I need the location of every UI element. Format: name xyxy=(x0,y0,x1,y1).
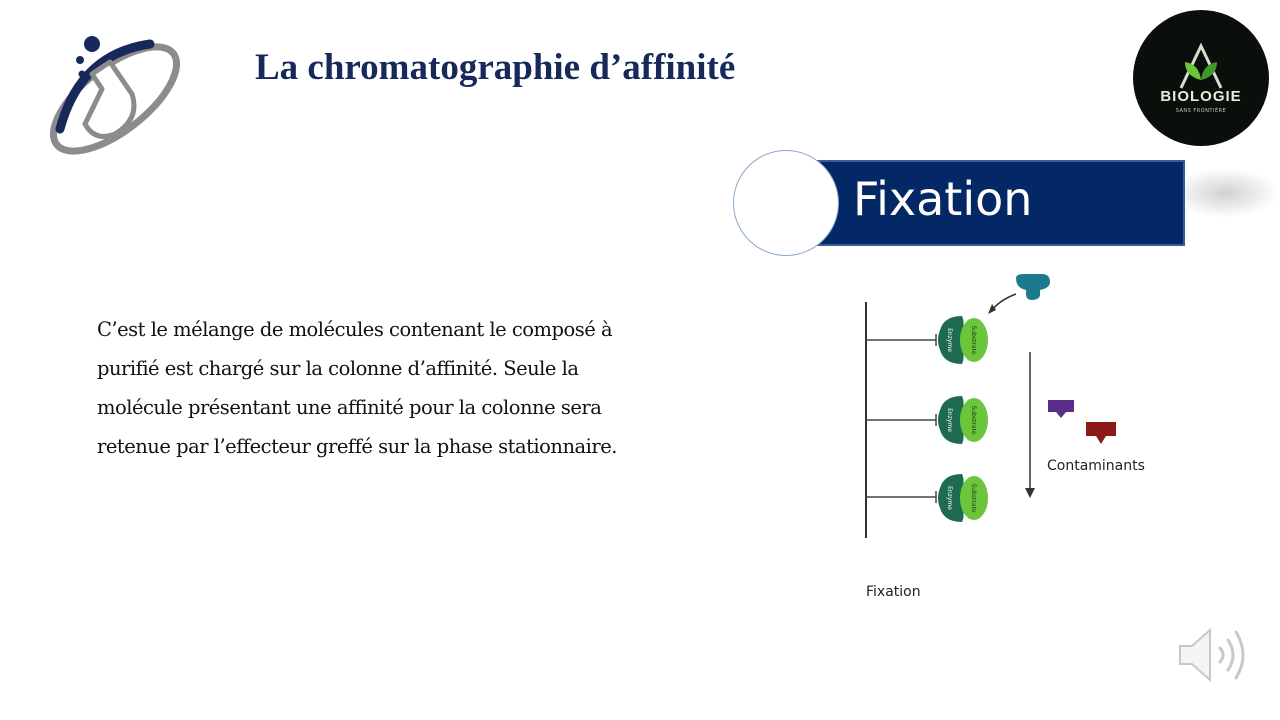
lab-flask-logo-icon xyxy=(40,34,190,164)
fixation-diagram xyxy=(840,260,1140,560)
leaf-a-icon xyxy=(1173,40,1229,92)
paragraph-line: molécule présentant une affinité pour la colonne sera xyxy=(97,396,602,419)
banner-circle xyxy=(733,150,839,256)
red-contaminant-icon xyxy=(1086,422,1116,444)
body-paragraph xyxy=(97,310,657,466)
brand-tagline: SANS FRONTIÈRE xyxy=(1175,108,1227,114)
speaker-icon[interactable] xyxy=(1176,624,1252,686)
banner-label: Fixation xyxy=(853,172,1033,226)
paragraph-line: purifié est chargé sur la colonne d’affinité. Seule la xyxy=(97,357,579,380)
enzyme-substrate-complex xyxy=(866,474,988,522)
enzyme-label: Enzyme xyxy=(946,486,953,510)
purple-contaminant-icon xyxy=(1048,400,1074,418)
brand-name: BIOLOGIE xyxy=(1160,88,1242,105)
substrate-label: Substrate xyxy=(970,325,977,355)
incoming-substrate-icon xyxy=(1016,274,1050,300)
arrow-icon xyxy=(992,294,1016,310)
paragraph-line: C’est le mélange de molécules contenant le composé à xyxy=(97,318,613,341)
diagram-caption: Fixation xyxy=(866,584,921,600)
enzyme-label: Enzyme xyxy=(946,328,953,352)
enzyme-label: Enzyme xyxy=(946,408,953,432)
substrate-label: Substrate xyxy=(970,405,977,435)
biologie-logo xyxy=(1133,10,1269,146)
paragraph-line: retenue par l’effecteur greffé sur la phase stationnaire. xyxy=(97,435,617,458)
enzyme-substrate-complex xyxy=(866,316,988,364)
flow-arrowhead-icon xyxy=(1025,488,1035,498)
banner-shadow xyxy=(1170,168,1280,218)
slide-title: La chromatographie d’affinité xyxy=(255,47,736,88)
enzyme-substrate-complex xyxy=(866,396,988,444)
contaminants-label: Contaminants xyxy=(1047,458,1145,474)
substrate-label: Substrate xyxy=(970,483,977,513)
